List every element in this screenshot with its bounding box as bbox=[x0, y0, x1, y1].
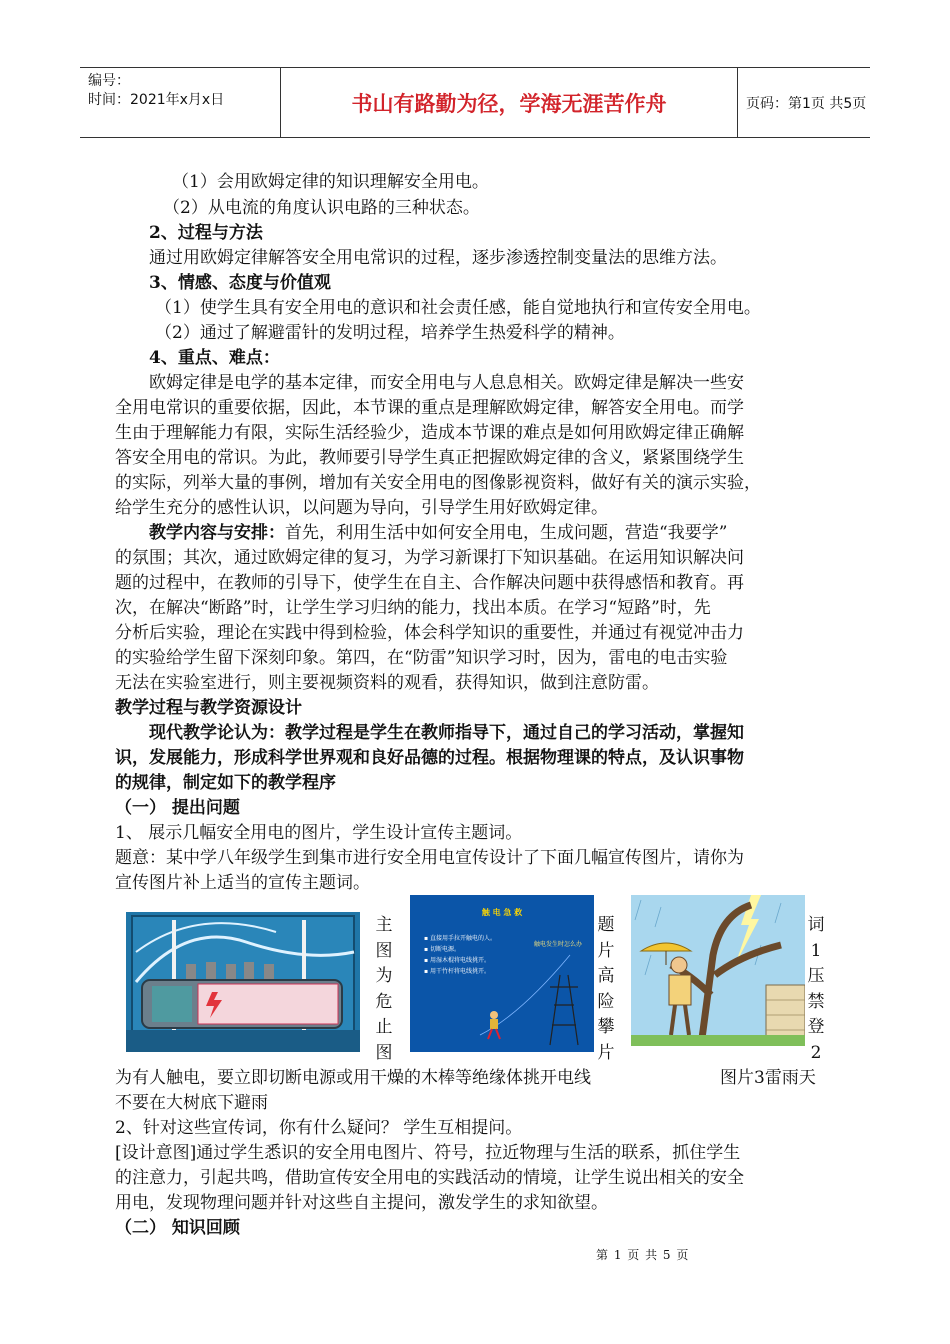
heading-emotion: 3、情感、态度与价值观 bbox=[149, 273, 331, 293]
arrangement-line: 的实验给学生留下深刻印象。第四，在“防雷”知识学习时，因为，雷电的电击实验 bbox=[115, 648, 728, 668]
caption-char: 主 bbox=[375, 915, 393, 935]
figure-caption-3-cont: 不要在大树底下避雨 bbox=[115, 1093, 268, 1113]
caption-char: 图 bbox=[375, 940, 393, 961]
first-aid-slide-image bbox=[410, 895, 594, 1052]
topic-line: 题意：某中学八年级学生到集市进行安全用电宣传设计了下面几幅宣传图片，请你为 bbox=[115, 848, 744, 868]
arrangement-text: 首先，利用生活中如何安全用电，生成问题，营造“我要学” bbox=[285, 523, 728, 543]
question-1: 1、 展示几幅安全用电的图片，学生设计宣传主题词。 bbox=[115, 823, 523, 843]
caption-char: 禁 bbox=[807, 991, 825, 1012]
heading-section-one: （一） 提出问题 bbox=[115, 798, 240, 818]
caption-char: 高 bbox=[597, 966, 615, 986]
design-intent-line: 用电，发现物理问题并针对这些自主提问，激发学生的求知欲望。 bbox=[115, 1193, 608, 1213]
key-line: 生由于理解能力有限，实际生活经验少，造成本节课的难点是如何用欧姆定律正确解 bbox=[115, 423, 744, 443]
arrangement-label: 教学内容与安排： bbox=[149, 523, 285, 543]
heading-section-two: （二） 知识回顾 bbox=[115, 1218, 240, 1238]
theory-line: 的规律，制定如下的教学程序 bbox=[115, 773, 336, 793]
objective-1: （1）会用欧姆定律的知识理解安全用电。 bbox=[172, 172, 489, 192]
slide-item: ▪ 直接用手拉开触电的人。 bbox=[424, 935, 496, 942]
emotion-1: （1）使学生具有安全用电的意识和社会责任感，能自觉地执行和宣传安全用电。 bbox=[155, 298, 761, 318]
caption-char: 登 bbox=[807, 1017, 825, 1037]
key-line: 欧姆定律是电学的基本定律，而安全用电与人息息相关。欧姆定律是解决一些安 bbox=[149, 373, 744, 393]
header-meta bbox=[80, 68, 280, 137]
objective-2: （2）从电流的角度认识电路的三种状态。 bbox=[163, 198, 480, 218]
slide-item: ▪ 用干竹杆将电线挑开。 bbox=[424, 968, 490, 975]
caption-char: 1 bbox=[810, 940, 822, 961]
arrangement-line: 无法在实验室进行，则主要视频资料的观看，获得知识，做到注意防雷。 bbox=[115, 673, 659, 693]
caption-char: 片 bbox=[597, 1042, 615, 1063]
caption-char: 险 bbox=[597, 991, 615, 1012]
design-intent-line: 的注意力，引起共鸣，借助宣传安全用电的实践活动的情境，让学生说出相关的安全 bbox=[115, 1168, 744, 1188]
caption-char: 止 bbox=[375, 1017, 393, 1037]
caption-char: 词 bbox=[807, 915, 825, 935]
theory-line: 识，发展能力，形成科学世界观和良好品德的过程。根据物理课的特点，及认识事物 bbox=[115, 748, 744, 768]
arrangement-first-line bbox=[149, 521, 727, 546]
header-number: 编号： bbox=[88, 73, 130, 89]
caption-char: 为 bbox=[375, 966, 393, 986]
slide-title: 触 电 急 救 bbox=[481, 908, 523, 917]
question-2: 2、针对这些宣传词，你有什么疑问？ 学生互相提问。 bbox=[115, 1118, 523, 1138]
arrangement-line: 分析后实验，理论在实践中得到检验，体会科学知识的重要性，并通过有视觉冲击力 bbox=[115, 623, 744, 643]
key-line: 全用电常识的重要依据，因此，本节课的重点是理解欧姆定律，解答安全用电。而学 bbox=[115, 398, 744, 418]
key-line: 的实际，列举大量的事例，增加有关安全用电的图像影视资料，做好有关的演示实验， bbox=[115, 473, 761, 493]
page-header bbox=[80, 67, 870, 138]
slide-callout: 触电发生时怎么办 bbox=[534, 941, 583, 948]
caption-char: 压 bbox=[807, 966, 825, 986]
heading-key-points: 4、重点、难点： bbox=[149, 348, 280, 368]
key-line: 给学生充分的感性认识，以问题为导向，引导学生用好欧姆定律。 bbox=[115, 498, 608, 518]
caption-char: 题 bbox=[597, 915, 615, 935]
heading-design: 教学过程与教学资源设计 bbox=[115, 698, 302, 718]
theory-line: 现代教学论认为：教学过程是学生在教师指导下，通过自己的学习活动，掌握知 bbox=[149, 723, 744, 743]
caption-char: 2 bbox=[810, 1042, 822, 1063]
topic-line: 宣传图片补上适当的宣传主题词。 bbox=[115, 873, 370, 893]
header-date: 时间：2021年x月x日 bbox=[88, 92, 225, 108]
high-voltage-image bbox=[126, 912, 360, 1052]
design-intent-line: [设计意图]通过学生悉识的安全用电图片、符号，拉近物理与生活的联系，抓住学生 bbox=[115, 1143, 741, 1163]
figure-caption-column-b bbox=[596, 913, 616, 1066]
thunderstorm-tree-image bbox=[631, 895, 805, 1046]
heading-process: 2、过程与方法 bbox=[149, 223, 263, 243]
header-motto: 书山有路勤为径，学海无涯苦作舟 bbox=[280, 68, 738, 137]
page-footer: 第 1 页 共 5 页 bbox=[596, 1248, 690, 1262]
arrangement-line: 的氛围；其次，通过欧姆定律的复习，为学习新课打下知识基础。在运用知识解决问 bbox=[115, 548, 744, 568]
arrangement-line: 次，在解决“断路”时，让学生学习归纳的能力，找出本质。在学习“短路”时，先 bbox=[115, 598, 711, 618]
process-text: 通过用欧姆定律解答安全用电常识的过程，逐步渗透控制变量法的思维方法。 bbox=[149, 248, 727, 268]
caption-char: 危 bbox=[375, 991, 393, 1012]
caption-char: 图 bbox=[375, 1042, 393, 1063]
caption-char: 攀 bbox=[597, 1017, 615, 1037]
slide-item: ▪ 切断电源。 bbox=[424, 946, 460, 953]
figure-caption-column-a bbox=[374, 913, 394, 1066]
figure-caption-3: 图片3雷雨天 bbox=[720, 1068, 816, 1088]
caption-char: 片 bbox=[597, 940, 615, 961]
slide-item: ▪ 用湿木棍将电线挑开。 bbox=[424, 957, 490, 964]
figure-caption-1: 为有人触电，要立即切断电源或用干燥的木棒等绝缘体挑开电线 bbox=[115, 1068, 591, 1088]
key-line: 答安全用电的常识。为此，教师要引导学生真正把握欧姆定律的含义，紧紧围绕学生 bbox=[115, 448, 744, 468]
figure-caption-column-c bbox=[806, 913, 826, 1066]
header-page-number: 页码：第1页 共5页 bbox=[746, 95, 867, 112]
arrangement-line: 题的过程中，在教师的引导下，使学生在自主、合作解决问题中获得感悟和教育。再 bbox=[115, 573, 744, 593]
emotion-2: （2）通过了解避雷针的发明过程，培养学生热爱科学的精神。 bbox=[155, 323, 625, 343]
